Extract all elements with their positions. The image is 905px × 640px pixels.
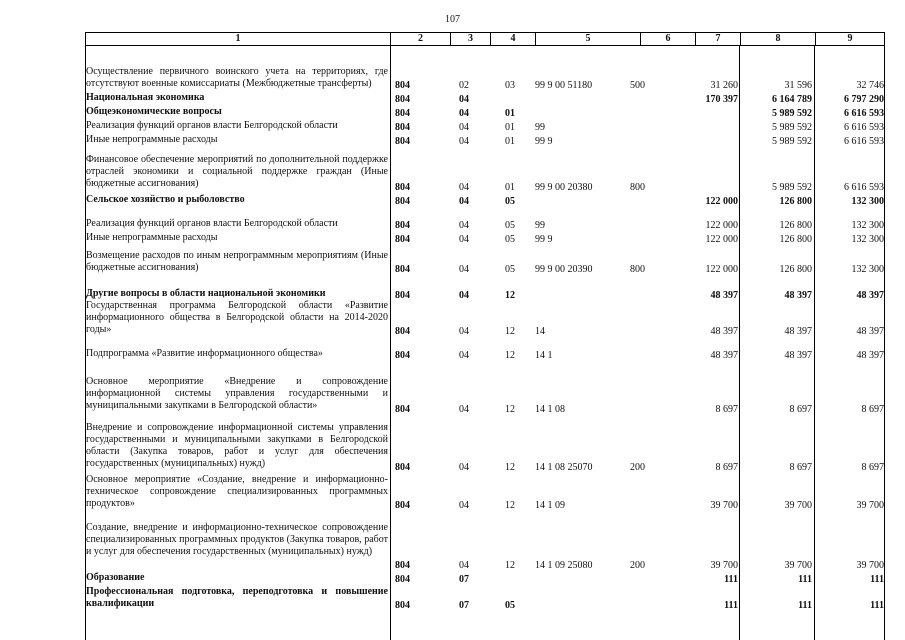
cell-c4: 05: [505, 220, 515, 231]
cell-c8: 48 397: [784, 350, 812, 361]
cell-c2: 804: [395, 350, 410, 361]
header-col-2: 2: [390, 32, 450, 46]
cell-c8: 5 989 592: [772, 136, 812, 147]
cell-c9: 6 616 593: [844, 122, 884, 133]
cell-c3: 04: [459, 234, 469, 245]
cell-c3: 04: [459, 196, 469, 207]
cell-c5: 99: [535, 122, 545, 133]
table-row: [85, 300, 885, 338]
cell-c7: 8 697: [715, 462, 738, 473]
cell-c2: 804: [395, 196, 410, 207]
cell-c8: 126 800: [779, 196, 812, 207]
cell-c2: 804: [395, 80, 410, 91]
cell-c9: 32 746: [856, 80, 884, 91]
cell-c9: 132 300: [851, 196, 884, 207]
cell-c3: 04: [459, 462, 469, 473]
cell-c8: 126 800: [779, 220, 812, 231]
cell-c3: 04: [459, 122, 469, 133]
cell-c2: 804: [395, 94, 410, 105]
cell-c5: 99 9: [535, 234, 553, 245]
cell-c3: 04: [459, 290, 469, 301]
cell-c7: 122 000: [705, 220, 738, 231]
cell-c5: 14 1: [535, 350, 553, 361]
cell-c5: 99: [535, 220, 545, 231]
cell-c4: 12: [505, 326, 515, 337]
header-col-3: 3: [450, 32, 490, 46]
cell-c9: 6 616 593: [844, 136, 884, 147]
cell-c8: 8 697: [789, 404, 812, 415]
cell-c2: 804: [395, 560, 410, 571]
cell-c5: 14 1 08 25070: [535, 462, 593, 473]
cell-c3: 04: [459, 182, 469, 193]
cell-c7: 39 700: [710, 500, 738, 511]
cell-c9: 48 397: [856, 350, 884, 361]
cell-c7: 48 397: [710, 326, 738, 337]
cell-c4: 05: [505, 600, 515, 611]
row-description: Национальная экономика: [86, 92, 205, 103]
cell-c8: 111: [798, 574, 812, 585]
cell-c7: 48 397: [710, 290, 738, 301]
cell-c3: 04: [459, 220, 469, 231]
cell-c7: 111: [724, 574, 738, 585]
cell-c7: 122 000: [705, 264, 738, 275]
cell-c4: 01: [505, 108, 515, 119]
cell-c3: 02: [459, 80, 469, 91]
cell-c8: 39 700: [784, 560, 812, 571]
cell-c2: 804: [395, 108, 410, 119]
row-description: Реализация функций органов власти Белгородской области: [86, 218, 338, 229]
table-row: [85, 522, 885, 572]
cell-c7: 31 260: [710, 80, 738, 91]
row-description: Осуществление первичного воинского учета на территориях, где отсутствуют военные комиссариаты (Межбюджетные трансферты): [86, 66, 388, 89]
cell-c4: 05: [505, 234, 515, 245]
cell-c3: 04: [459, 108, 469, 119]
cell-c8: 48 397: [784, 326, 812, 337]
cell-c4: 01: [505, 182, 515, 193]
cell-c7: 48 397: [710, 350, 738, 361]
cell-c8: 5 989 592: [772, 182, 812, 193]
cell-c4: 05: [505, 196, 515, 207]
row-description: Образование: [86, 572, 145, 583]
cell-c4: 12: [505, 500, 515, 511]
table-row: [85, 154, 885, 194]
cell-c8: 8 697: [789, 462, 812, 473]
cell-c9: 132 300: [851, 220, 884, 231]
cell-c7: 111: [724, 600, 738, 611]
cell-c3: 07: [459, 574, 469, 585]
header-col-4: 4: [490, 32, 535, 46]
table-row: [85, 376, 885, 416]
cell-c9: 132 300: [851, 234, 884, 245]
row-description: Государственная программа Белгородской области «Развитие информационного общества в Белгородской области на 2014-2020 годы»: [86, 300, 388, 335]
cell-c6: 200: [630, 560, 645, 571]
cell-c8: 111: [798, 600, 812, 611]
table-row: [85, 120, 885, 134]
cell-c9: 39 700: [856, 500, 884, 511]
row-description: Основное мероприятие «Создание, внедрение и информационно-техническое сопровождение специализированных программных продуктов»: [86, 474, 388, 509]
cell-c4: 12: [505, 404, 515, 415]
header-col-7: 7: [695, 32, 740, 46]
cell-c6: 500: [630, 80, 645, 91]
cell-c5: 99 9 00 20390: [535, 264, 593, 275]
row-description: Финансовое обеспечение мероприятий по дополнительной поддержке отраслей экономики и социальной поддержке граждан (Иные бюджетные ассигнования): [86, 154, 388, 189]
row-description: Создание, внедрение и информационно-техническое сопровождение специализированных программных продуктов (Закупка товаров, работ и услуг для обеспечения государственных (муниципальных) нужд): [86, 522, 388, 557]
cell-c4: 12: [505, 350, 515, 361]
cell-c8: 5 989 592: [772, 108, 812, 119]
cell-c9: 8 697: [861, 404, 884, 415]
table-row: [85, 572, 885, 586]
cell-c2: 804: [395, 404, 410, 415]
page-number: 107: [445, 14, 460, 25]
cell-c2: 804: [395, 326, 410, 337]
cell-c2: 804: [395, 600, 410, 611]
cell-c4: 01: [505, 122, 515, 133]
cell-c3: 04: [459, 94, 469, 105]
table-row: [85, 586, 885, 612]
cell-c3: 04: [459, 264, 469, 275]
cell-c2: 804: [395, 182, 410, 193]
cell-c6: 800: [630, 182, 645, 193]
cell-c3: 04: [459, 136, 469, 147]
cell-c2: 804: [395, 574, 410, 585]
cell-c2: 804: [395, 290, 410, 301]
cell-c2: 804: [395, 234, 410, 245]
table-row: [85, 348, 885, 362]
cell-c2: 804: [395, 462, 410, 473]
table-row: [85, 194, 885, 208]
cell-c7: 122 000: [705, 234, 738, 245]
cell-c4: 12: [505, 462, 515, 473]
cell-c9: 48 397: [856, 290, 884, 301]
cell-c2: 804: [395, 500, 410, 511]
cell-c9: 48 397: [856, 326, 884, 337]
cell-c9: 6 797 290: [844, 94, 884, 105]
cell-c9: 8 697: [861, 462, 884, 473]
table-row: [85, 250, 885, 276]
cell-c8: 126 800: [779, 234, 812, 245]
table-row: [85, 106, 885, 120]
header-col-5: 5: [535, 32, 640, 46]
cell-c5: 14 1 09: [535, 500, 565, 511]
table-row: [85, 232, 885, 246]
cell-c2: 804: [395, 220, 410, 231]
cell-c8: 6 164 789: [772, 94, 812, 105]
row-description: Основное мероприятие «Внедрение и сопровождение информационной системы управления государственными и муниципальными закупками в Белгородской области»: [86, 376, 388, 411]
cell-c8: 31 596: [784, 80, 812, 91]
cell-c9: 6 616 593: [844, 108, 884, 119]
cell-c8: 48 397: [784, 290, 812, 301]
cell-c9: 111: [870, 574, 884, 585]
table-row: [85, 474, 885, 512]
row-description: Сельское хозяйство и рыболовство: [86, 194, 245, 205]
row-description: Возмещение расходов по иным непрограммным мероприятиям (Иные бюджетные ассигнования): [86, 250, 388, 273]
table-row: [85, 134, 885, 148]
cell-c5: 14 1 09 25080: [535, 560, 593, 571]
cell-c8: 5 989 592: [772, 122, 812, 133]
cell-c3: 04: [459, 500, 469, 511]
budget-table: [85, 32, 885, 640]
header-col-9: 9: [815, 32, 885, 46]
cell-c9: 6 616 593: [844, 182, 884, 193]
cell-c9: 111: [870, 600, 884, 611]
cell-c6: 800: [630, 264, 645, 275]
cell-c3: 04: [459, 404, 469, 415]
table-row: [85, 66, 885, 92]
cell-c4: 01: [505, 136, 515, 147]
cell-c4: 05: [505, 264, 515, 275]
cell-c7: 39 700: [710, 560, 738, 571]
cell-c3: 04: [459, 326, 469, 337]
cell-c5: 99 9: [535, 136, 553, 147]
header-col-1: 1: [85, 32, 390, 46]
table-row: [85, 92, 885, 106]
row-description: Реализация функций органов власти Белгородской области: [86, 120, 338, 131]
cell-c2: 804: [395, 136, 410, 147]
cell-c5: 14 1 08: [535, 404, 565, 415]
cell-c2: 804: [395, 122, 410, 133]
cell-c9: 39 700: [856, 560, 884, 571]
cell-c2: 804: [395, 264, 410, 275]
cell-c7: 122 000: [705, 196, 738, 207]
cell-c6: 200: [630, 462, 645, 473]
table-row: [85, 218, 885, 232]
cell-c5: 99 9 00 20380: [535, 182, 593, 193]
cell-c3: 07: [459, 600, 469, 611]
row-description: Другие вопросы в области национальной экономики: [86, 288, 326, 299]
cell-c3: 04: [459, 350, 469, 361]
cell-c9: 132 300: [851, 264, 884, 275]
row-description: Иные непрограммные расходы: [86, 232, 218, 243]
cell-c5: 14: [535, 326, 545, 337]
row-description: Внедрение и сопровождение информационной системы управления государственными и муниципальными закупками в Белгородской области (Закупка товаров, работ и услуг для обеспечения государственных (муниципальных) нужд): [86, 422, 388, 469]
header-col-6: 6: [640, 32, 695, 46]
cell-c4: 12: [505, 560, 515, 571]
cell-c5: 99 9 00 51180: [535, 80, 593, 91]
cell-c4: 12: [505, 290, 515, 301]
cell-c7: 8 697: [715, 404, 738, 415]
cell-c8: 126 800: [779, 264, 812, 275]
row-description: Подпрограмма «Развитие информационного общества»: [86, 348, 323, 359]
cell-c8: 39 700: [784, 500, 812, 511]
cell-c3: 04: [459, 560, 469, 571]
row-description: Общеэкономические вопросы: [86, 106, 222, 117]
row-description: Иные непрограммные расходы: [86, 134, 218, 145]
cell-c7: 170 397: [705, 94, 738, 105]
header-col-8: 8: [740, 32, 815, 46]
row-description: Профессиональная подготовка, переподготовка и повышение квалификации: [86, 586, 388, 609]
table-row: [85, 422, 885, 474]
cell-c4: 03: [505, 80, 515, 91]
